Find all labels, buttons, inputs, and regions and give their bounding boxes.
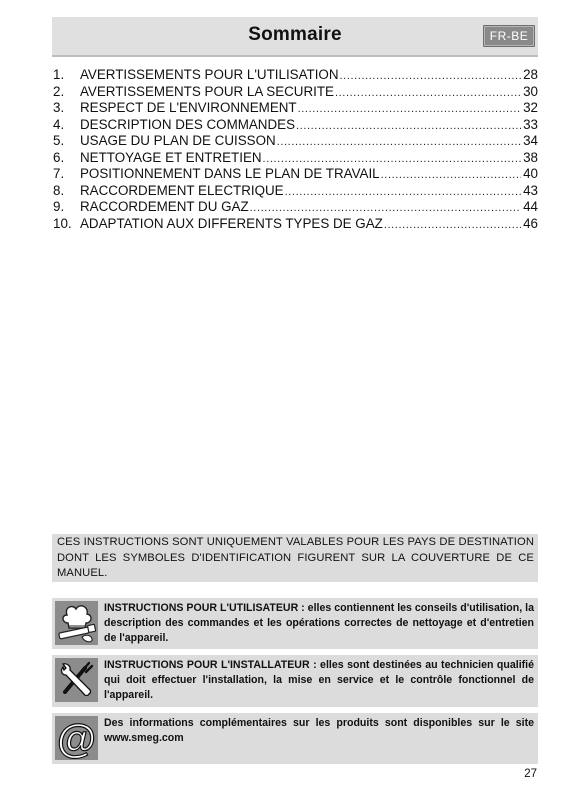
toc-label: AVERTISSEMENTS POUR L'UTILISATION bbox=[80, 67, 339, 82]
at-sign-icon bbox=[55, 716, 98, 760]
toc-page-number: 32 bbox=[523, 100, 538, 115]
language-badge: FR-BE bbox=[483, 25, 535, 47]
toc-number: 10. bbox=[53, 215, 72, 231]
toc-label: AVERTISSEMENTS POUR LA SECURITE bbox=[80, 83, 334, 99]
additional-info-box bbox=[52, 713, 538, 764]
toc-entry[interactable] bbox=[53, 183, 538, 200]
toc-leader-dots bbox=[381, 167, 521, 184]
toc-number: 8. bbox=[53, 182, 65, 198]
toc-page-number: 38 bbox=[523, 149, 538, 165]
tools-icon bbox=[55, 658, 98, 702]
toc-entry[interactable] bbox=[53, 199, 538, 216]
toc-page-number: 30 bbox=[523, 83, 538, 99]
installer-instructions-box bbox=[52, 655, 538, 707]
toc-label: USAGE DU PLAN DE CUISSON bbox=[80, 133, 276, 148]
toc-label: POSITIONNEMENT DANS LE PLAN DE TRAVAIL bbox=[80, 166, 380, 181]
additional-info-text: Des informations complémentaires sur les produits sont disponibles sur le site www.smeg.com bbox=[104, 717, 534, 744]
toc-page-number: 40 bbox=[523, 166, 538, 181]
toc-label: DESCRIPTION DES COMMANDES bbox=[80, 116, 296, 132]
toc-entry[interactable] bbox=[53, 150, 538, 167]
toc-leader-dots bbox=[296, 118, 521, 135]
toc-number: 5. bbox=[53, 133, 65, 148]
toc-label: NETTOYAGE ET ENTRETIEN bbox=[80, 149, 262, 165]
toc-entry[interactable] bbox=[53, 67, 538, 84]
page-title: Sommaire bbox=[248, 24, 342, 45]
toc-page-number: 46 bbox=[523, 215, 538, 231]
toc-number: 3. bbox=[53, 100, 65, 115]
toc-leader-dots bbox=[277, 134, 521, 151]
toc-entry[interactable] bbox=[53, 133, 538, 150]
page-header bbox=[52, 17, 538, 57]
toc-leader-dots bbox=[250, 200, 521, 217]
toc-number: 9. bbox=[53, 199, 65, 214]
toc-leader-dots bbox=[263, 151, 522, 168]
toc-entry[interactable] bbox=[53, 216, 538, 233]
toc-page-number: 44 bbox=[523, 199, 538, 214]
toc-entry[interactable] bbox=[53, 84, 538, 101]
chef-hat-icon bbox=[55, 601, 98, 645]
toc-page-number: 34 bbox=[523, 133, 538, 148]
toc-label: ADAPTATION AUX DIFFERENTS TYPES DE GAZ bbox=[80, 215, 383, 231]
toc-number: 1. bbox=[53, 67, 65, 82]
toc-label: RESPECT DE L'ENVIRONNEMENT bbox=[80, 100, 297, 115]
toc-leader-dots bbox=[384, 217, 521, 234]
toc-label: RACCORDEMENT DU GAZ bbox=[80, 199, 249, 214]
toc-number: 2. bbox=[53, 83, 65, 99]
toc-page-number: 33 bbox=[523, 116, 538, 132]
svg-text:@: @ bbox=[56, 717, 97, 760]
page-number: 27 bbox=[524, 768, 537, 780]
toc-entry[interactable] bbox=[53, 100, 538, 117]
toc-entry[interactable] bbox=[53, 166, 538, 183]
user-instructions-box bbox=[52, 598, 538, 649]
toc-leader-dots bbox=[298, 101, 521, 118]
validity-notice: CES INSTRUCTIONS SONT UNIQUEMENT VALABLES POUR LES PAYS DE DESTINATION DONT LES SYMBOLES D'IDENTIFICATION FIGURENT SUR LA COUVERTURE DE CE MANUEL. bbox=[52, 534, 538, 582]
toc-number: 4. bbox=[53, 116, 65, 132]
toc-leader-dots bbox=[335, 85, 521, 102]
installer-instructions-text: INSTRUCTIONS POUR L'INSTALLATEUR : elles sont destinées au technicien qualifié qui doit effectuer l'installation, la mise en service et le contrôle fonctionnel de l'appareil. bbox=[104, 659, 534, 701]
toc-label: RACCORDEMENT ELECTRIQUE bbox=[80, 182, 284, 198]
user-instructions-text: INSTRUCTIONS POUR L'UTILISATEUR : elles contiennent les conseils d'utilisation, la description des commandes et les opérations correctes de nettoyage et d'entretien de l'appareil. bbox=[104, 602, 534, 644]
toc-number: 7. bbox=[53, 166, 65, 181]
toc-page-number: 28 bbox=[523, 67, 538, 82]
toc-entry[interactable] bbox=[53, 117, 538, 134]
table-of-contents bbox=[53, 67, 538, 232]
toc-number: 6. bbox=[53, 149, 65, 165]
toc-leader-dots bbox=[340, 68, 522, 85]
toc-leader-dots bbox=[285, 184, 521, 201]
toc-page-number: 43 bbox=[523, 182, 538, 198]
